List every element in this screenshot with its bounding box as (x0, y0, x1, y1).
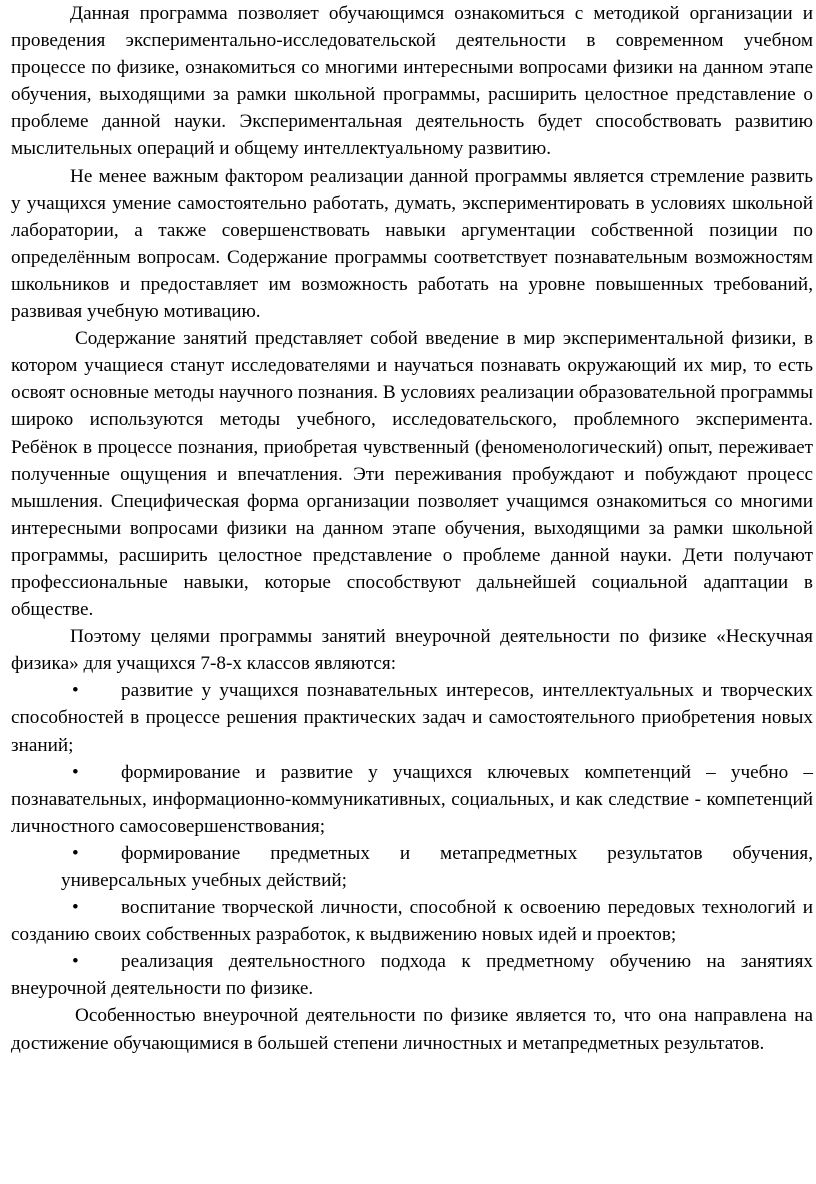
bullet-item (11, 677, 813, 758)
paragraph-factor: Не менее важным фактором реализации данной программы является стремление развить у учащихся умение самостоятельно работать, думать, экспериментировать в условиях школьной лаборатории, а также совершенствовать навыки аргументации собственной позиции по определённым вопросам. Содержание программы соответствует познавательным возможностям школьников и предоставляет им возможность работать на уровне повышенных требований, развивая учебную мотивацию. (11, 165, 813, 323)
bullet-text: воспитание творческой личности, способной к освоению передовых технологий и созданию своих собственных разработок, к выдвижению новых идей и проектов; (11, 897, 813, 946)
bullet-mark: • (72, 761, 79, 783)
bullet-text: формирование предметных и метапредметных результатов обучения, универсальных учебных действий; (61, 842, 813, 891)
bullet-mark: • (72, 680, 79, 702)
bullet-text: формирование и развитие у учащихся ключевых компетенций – учебно – познавательных, информационно-коммуникативных, социальных, и как следствие - компетенций личностного самосовершенствования; (11, 761, 813, 837)
bullet-item (11, 759, 813, 840)
document-page (11, 0, 813, 1057)
paragraph-closing: Особенностью внеурочной деятельности по физике является то, что она направлена на достижение обучающимися в большей степени личностных и метапредметных результатов. (11, 1005, 813, 1054)
bullet-text: развитие у учащихся познавательных интересов, интеллектуальных и творческих способностей в процессе решения практических задач и самостоятельного приобретения новых знаний; (11, 680, 813, 756)
bullet-mark: • (72, 897, 79, 919)
bullet-mark: • (72, 951, 79, 973)
paragraph-content: Содержание занятий представляет собой введение в мир экспериментальной физики, в котором учащиеся станут исследователями и научаться познавать окружающий их мир, то есть освоят основные методы научного познания. В условиях реализации образовательной программы широко используются методы учебного, исследовательского, проблемного эксперимента. Ребёнок в процессе познания, приобретая чувственный (феноменологический) опыт, переживает полученные ощущения и впечатления. Эти переживания пробуждают и побуждают процесс мышления. Специфическая форма организации позволяет учащимся ознакомиться со многими интересными вопросами физики на данном этапе обучения, выходящими за рамки школьной программы, расширить целостное представление о проблеме данной науки. Дети получают профессиональные навыки, которые способствуют дальнейшей социальной адаптации в обществе. (11, 328, 814, 621)
bullet-text: реализация деятельностного подхода к предметному обучению на занятиях внеурочной деятельности по физике. (11, 951, 813, 1000)
bullet-item (11, 840, 813, 894)
paragraph-intro: Данная программа позволяет обучающимся ознакомиться с методикой организации и проведения экспериментально-исследовательской деятельности в современном учебном процессе по физике, ознакомиться со многими интересными вопросами физики на данном этапе обучения, выходящими за рамки школьной программы, расширить целостное представление о проблеме данной науки. Экспериментальная деятельность будет способствовать развитию мыслительных операций и общему интеллектуальному развитию. (11, 3, 813, 160)
bullet-item (11, 894, 813, 948)
paragraph-goals: Поэтому целями программы занятий внеурочной деятельности по физике «Нескучная физика» для учащихся 7-8-х классов являются: (11, 626, 813, 675)
bullet-item (11, 948, 813, 1002)
bullet-mark: • (72, 842, 79, 864)
